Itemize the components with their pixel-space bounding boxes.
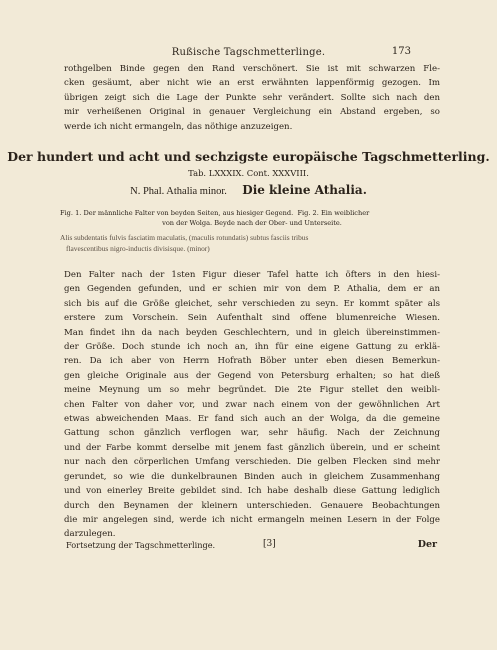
text-line: gen gleiche Originale aus der Gegend von Petersburg erhalten; so hat dieß	[64, 370, 440, 381]
catchword: Der	[417, 539, 437, 550]
body-paragraph	[64, 268, 440, 542]
text-line: erstere zum Vorschein. Sein Aufenthalt sind offene blumenreiche Wiesen.	[64, 313, 440, 324]
text-line: etwas abweichenden Maas. Er fand sich auch an der Wolga, da die gemeine	[64, 414, 440, 425]
text-line: Den Falter nach der 1sten Figur dieser Tafel hatte ich öfters in den hiesi-	[64, 270, 440, 280]
text-line: und der Farbe kommt derselbe mit jenem fast gänzlich überein, und er scheint	[64, 442, 440, 453]
text-line: Alis subdentatis fulvis fasciatim maculatis, (maculis rotundatis) subtus fasciis tribus	[60, 233, 309, 242]
continuation-note: Fortsetzung der Tagschmetterlinge.	[66, 540, 216, 550]
fig1-text: Der männliche Falter von beyden Seiten, aus hiesiger Gegend.	[83, 209, 294, 217]
text-line: durch den Beynamen der kleinern unterschieden. Genauere Beobachtungen	[64, 500, 440, 511]
text-line: gen Gegenden gefunden, und er schien mir von dem P. Athalia, dem er an	[64, 284, 440, 295]
text-line: mir verheißenen Original in genauer Vergleichung ein Abstand ergeben, so	[64, 107, 440, 118]
text-line: flavescentibus nigro-inductis divisisque. (minor)	[66, 244, 210, 253]
page-number: 173	[391, 46, 411, 57]
text-line: rothgelben Binde gegen den Rand verschönert. Sie ist mit schwarzen Fle-	[64, 64, 440, 74]
text-line: gerundet, so wie die dunkelbraunen Binden auch in gleichem Zusammenhang	[64, 471, 440, 482]
text-line: und von einerley Breite gebildet sind. Ich habe deshalb diese Gattung lediglich	[64, 486, 440, 497]
latin-diagnosis	[60, 232, 444, 254]
species-name	[0, 183, 497, 197]
text-line: Gattung schon gänzlich verflogen war, sehr häufig. Nach der Zeichnung	[64, 428, 440, 439]
fig1-label: Fig. 1.	[60, 209, 82, 217]
text-line: ren. Da ich aber von Herrn Hofrath Böber unter eben diesen Bemerkun-	[64, 356, 440, 367]
text-line: werde ich nicht ermangeln, das nöthige anzuzeigen.	[64, 121, 293, 132]
text-line: die mir angelegen sind, werde ich nicht ermangeln meinen Lesern in der Folge	[64, 514, 440, 525]
text-line: übrigen zeigt sich die Lage der Punkte sehr verändert. Sollte sich nach den	[64, 92, 440, 103]
text-line: nur nach den cörperlichen Umfang verschieden. Die gelben Flecken sind mehr	[64, 457, 440, 468]
intro-paragraph	[64, 62, 440, 134]
text-line: darzulegen.	[64, 529, 116, 540]
fig2-label: Fig. 2.	[297, 209, 319, 217]
text-line: meine Meynung um so mehr begründet. Die 2te Figur stellet den weibli-	[64, 385, 440, 396]
section-title: Der hundert und acht und sechzigste europäische Tagschmetterling.	[7, 149, 490, 164]
german-name: Die kleine Athalia.	[242, 183, 367, 197]
text-line: chen Falter von daher vor, und zwar nach einem von der gewöhnlichen Art	[64, 399, 440, 410]
running-title: Rußische Tagschmetterlinge.	[171, 47, 326, 58]
latin-name: N. Phal. Athalia minor.	[130, 186, 227, 197]
fig2-text: Ein weiblicher	[320, 209, 370, 217]
text-line: sich bis auf die Größe gleichet, sehr verschieden zu seyn. Er kommt später als	[64, 298, 440, 309]
text-line: cken gesäumt, aber nicht wie an erst erwähnten lappenförmig gezogen. Im	[64, 78, 440, 89]
fig2-continuation: von der Wolga. Beyde nach der Ober- und Unterseite.	[162, 219, 342, 227]
signature-mark: [3]	[263, 539, 276, 549]
plate-reference: Tab. LXXXIX. Cont. XXXVIII.	[188, 168, 309, 178]
figure-caption-row	[60, 208, 444, 218]
text-line: der Größe. Doch stunde ich noch an, ihn für eine eigene Gattung zu erklä-	[64, 342, 440, 353]
figure-captions	[60, 208, 444, 228]
text-line: Man findet ihn da nach beyden Geschlechtern, und in gleich übereinstimmen-	[64, 327, 440, 338]
figure-caption-row	[60, 218, 444, 228]
